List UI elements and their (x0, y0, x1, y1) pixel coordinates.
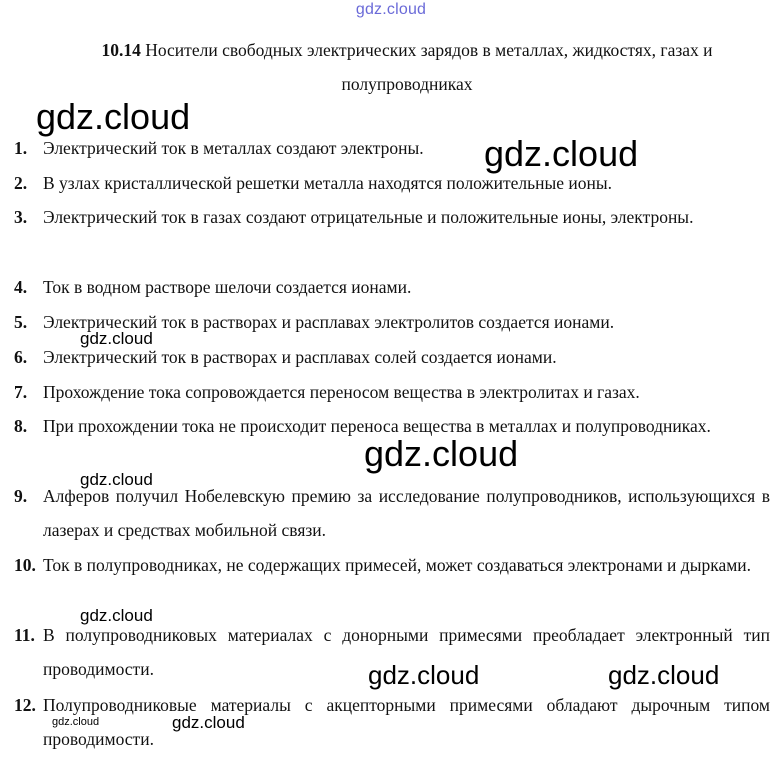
task-number: 10.14 (101, 40, 141, 60)
item-number: 4. (14, 277, 28, 297)
watermark: gdz.cloud (364, 433, 519, 474)
item-text: Электрический ток в газах создают отрицательные и положительные ионы, электроны. (43, 207, 694, 227)
item-text: В узлах кристаллической решетки металла находятся положительные ионы. (43, 173, 612, 193)
item-number: 6. (14, 347, 28, 367)
item-number: 9. (14, 486, 28, 506)
item-text: Алферов получил Нобелевскую премию за исследование полупроводников, использующихся в лазерах и средствах мобильной связи. (43, 486, 770, 540)
list-item (14, 548, 770, 582)
item-text: Прохождение тока сопровождается переносом вещества в электролитах и газах. (43, 382, 640, 402)
item-text: При прохождении тока не происходит переноса вещества в металлах и полупроводниках. (43, 416, 711, 436)
item-number: 11. (14, 625, 35, 645)
item-number: 8. (14, 416, 28, 436)
list-item (14, 166, 770, 200)
watermark: gdz.cloud (608, 660, 720, 690)
watermark: gdz.cloud (368, 660, 480, 690)
item-number: 2. (14, 173, 28, 193)
list-item (14, 200, 770, 234)
item-text: Электрический ток в растворах и расплавах электролитов создается ионами. (43, 312, 615, 332)
item-number: 10. (14, 555, 36, 575)
item-number: 7. (14, 382, 28, 402)
list-item (14, 270, 770, 304)
list-item (14, 375, 770, 409)
item-number: 1. (14, 138, 28, 158)
item-number: 3. (14, 207, 28, 227)
watermark: gdz.cloud (52, 716, 100, 728)
item-text: Полупроводниковые материалы с акцепторными примесями обладают дырочным типом проводимости. (43, 695, 770, 749)
item-number: 5. (14, 312, 28, 332)
watermark: gdz.cloud (80, 329, 153, 348)
item-number: 12. (14, 695, 36, 715)
watermark: gdz.cloud (36, 96, 191, 137)
task-title-text: Носители свободных электрических зарядов в металлах, жидкостях, газах и полупроводниках (145, 40, 713, 94)
watermark: gdz.cloud (80, 470, 153, 489)
watermark: gdz.cloud (80, 606, 153, 625)
item-text: В полупроводниковых материалах с донорными примесями преобладает электронный тип проводимости. (43, 625, 770, 679)
watermark: gdz.cloud (172, 713, 245, 732)
list-item (14, 688, 770, 756)
item-text: Ток в водном растворе шелочи создается ионами. (43, 277, 412, 297)
item-text: Ток в полупроводниках, не содержащих примесей, может создаваться электронами и дырками. (43, 555, 752, 575)
item-text: Электрический ток в растворах и расплавах солей создается ионами. (43, 347, 557, 367)
watermark: gdz.cloud (484, 133, 639, 174)
header-watermark: gdz.cloud (355, 1, 427, 18)
item-text: Электрический ток в металлах создают электроны. (43, 138, 424, 158)
task-title (36, 33, 778, 101)
